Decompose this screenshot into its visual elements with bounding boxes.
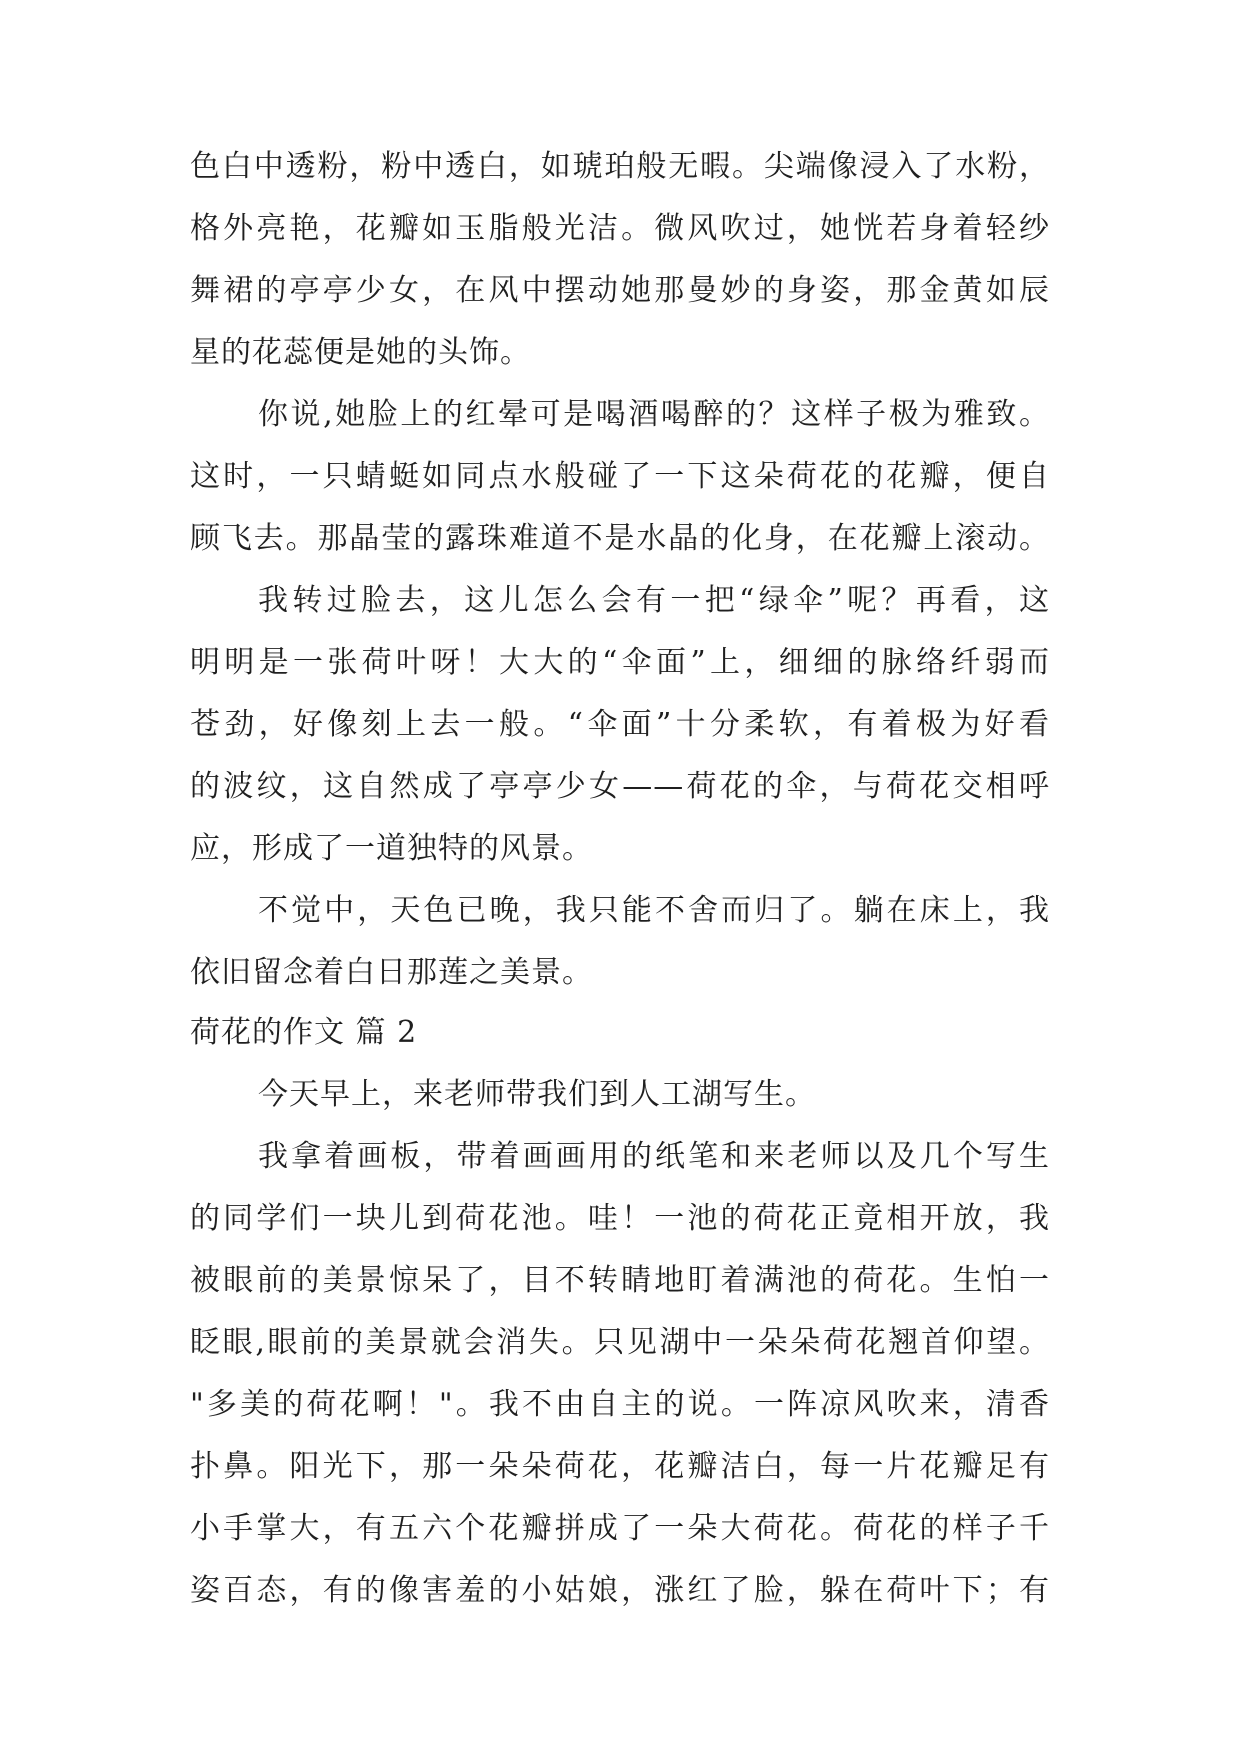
paragraph-line: 星的花蕊便是她的头饰。 <box>190 335 531 370</box>
paragraph-line: 眨眼,眼前的美景就会消失。只见湖中一朵朵荷花翘首仰望。 <box>190 1325 1050 1360</box>
paragraph-line: 的波纹，这自然成了亭亭少女——荷花的伞，与荷花交相呼 <box>190 769 1050 804</box>
paragraph-line: 被眼前的美景惊呆了，目不转睛地盯着满池的荷花。生怕一 <box>190 1263 1050 1298</box>
paragraph-line: 这时，一只蜻蜓如同点水般碰了一下这朵荷花的花瓣，便自 <box>190 459 1050 494</box>
paragraph-line: 顾飞去。那晶莹的露珠难道不是水晶的化身，在花瓣上滚动。 <box>190 521 1050 556</box>
paragraph-line: 苍劲，好像刻上去一般。“伞面”十分柔软，有着极为好看 <box>190 707 1050 742</box>
paragraph-line: 舞裙的亭亭少女，在风中摆动她那曼妙的身姿，那金黄如辰 <box>190 273 1050 308</box>
paragraph-line: 你说,她脸上的红晕可是喝酒喝醉的？这样子极为雅致。 <box>258 397 1050 432</box>
paragraph-line: 姿百态，有的像害羞的小姑娘，涨红了脸，躲在荷叶下；有 <box>190 1573 1050 1608</box>
paragraph-line: 色白中透粉，粉中透白，如琥珀般无暇。尖端像浸入了水粉， <box>190 149 1050 184</box>
paragraph-line: 应，形成了一道独特的风景。 <box>190 831 593 866</box>
paragraph-line: "多美的荷花啊！"。我不由自主的说。一阵凉风吹来，清香 <box>190 1387 1050 1422</box>
paragraph-line: 的同学们一块儿到荷花池。哇！一池的荷花正竟相开放，我 <box>190 1201 1050 1236</box>
paragraph-line: 明明是一张荷叶呀！大大的“伞面”上，细细的脉络纤弱而 <box>190 645 1050 680</box>
paragraph-line: 我转过脸去，这儿怎么会有一把“绿伞”呢？再看，这 <box>258 583 1050 618</box>
paragraph-line: 小手掌大，有五六个花瓣拼成了一朵大荷花。荷花的样子千 <box>190 1511 1050 1546</box>
paragraph-line: 不觉中，天色已晚，我只能不舍而归了。躺在床上，我 <box>258 893 1050 928</box>
section-heading: 荷花的作文 篇 2 <box>190 1015 418 1050</box>
paragraph-line: 扑鼻。阳光下，那一朵朵荷花，花瓣洁白，每一片花瓣足有 <box>190 1449 1050 1484</box>
paragraph-line: 依旧留念着白日那莲之美景。 <box>190 955 593 990</box>
paragraph-line: 今天早上，来老师带我们到人工湖写生。 <box>258 1077 816 1112</box>
paragraph-line: 我拿着画板，带着画画用的纸笔和来老师以及几个写生 <box>258 1139 1050 1174</box>
paragraph-line: 格外亮艳，花瓣如玉脂般光洁。微风吹过，她恍若身着轻纱 <box>190 211 1050 246</box>
